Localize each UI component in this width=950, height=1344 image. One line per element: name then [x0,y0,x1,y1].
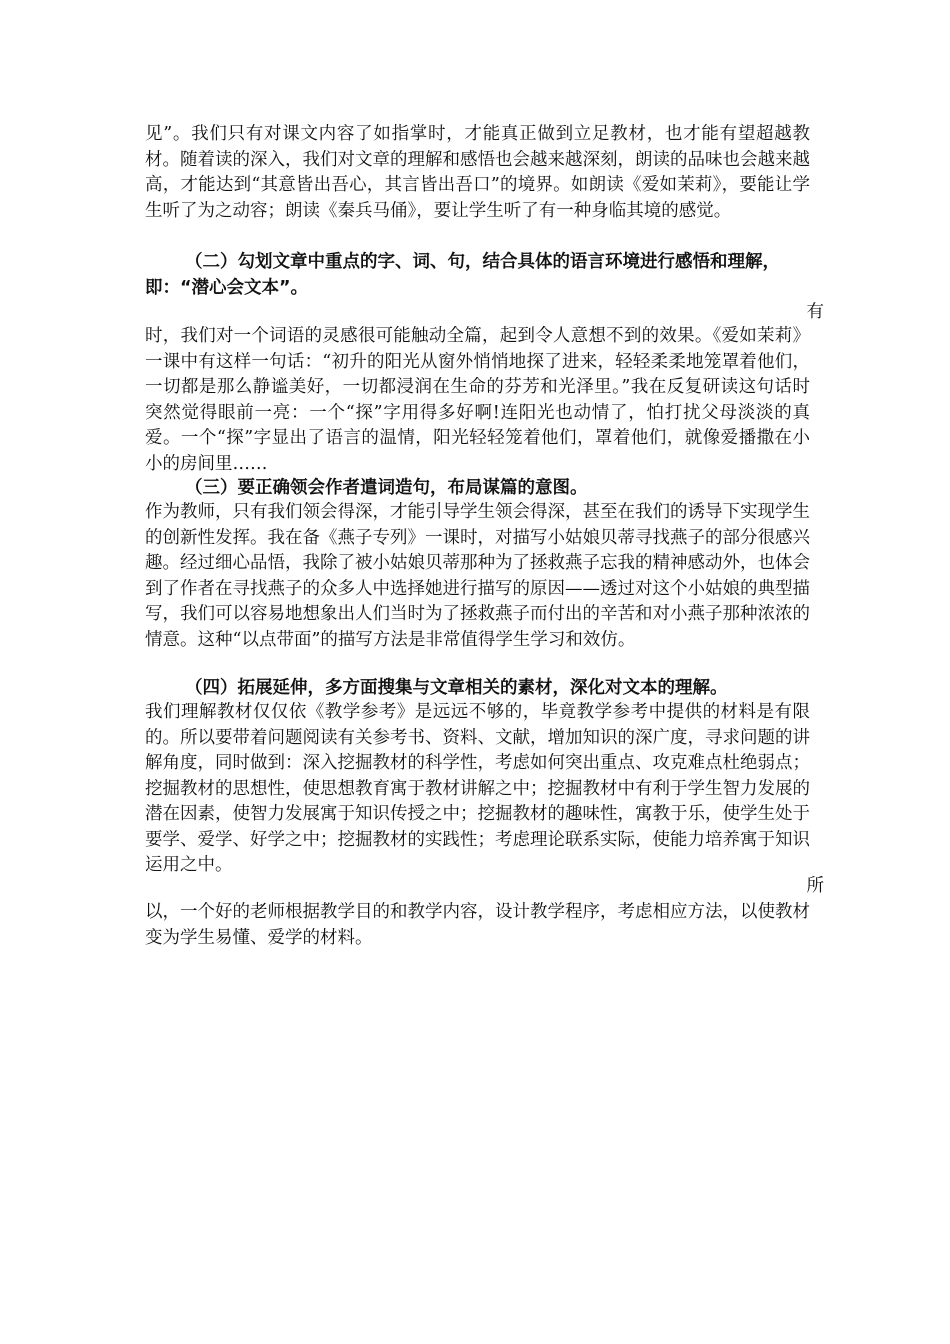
paragraph-5: 以，一个好的老师根据教学目的和教学内容，设计教学程序，考虑相应方法，以使教材变为学生易懂、爱学的材料。 [145,902,810,948]
paragraph-3: 作为教师，只有我们领会得深，才能引导学生领会得深，甚至在我们的诱导下实现学生的创新性发挥。我在备《燕子专列》一课时，对描写小姑娘贝蒂寻找燕子的部分很感兴趣。经过细心品悟，我除了被小姑娘贝蒂那种为了拯救燕子忘我的精神感动外，也体会到了作者在寻找燕子的众多人中选择她进行描写的原因——透过对这个小姑娘的典型描写，我们可以容易地想象出人们当时为了拯救燕子而付出的辛苦和对小燕子那种浓浓的情意。这种“以点带面”的描写方法是非常值得学生学习和效仿。 [145,502,810,650]
section-heading-3: （三）要正确领会作者遣词造句，布局谋篇的意图。 [185,478,588,498]
paragraph-4: 我们理解教材仅仅依《教学参考》是远远不够的，毕竟教学参考中提供的材料是有限的。所以要带着问题阅读有关参考书、资料、文献，增加知识的深广度，寻求问题的讲解角度，同时做到：深入挖掘教材的科学性，考虑如何突出重点、攻克难点杜绝弱点；挖掘教材的思想性，使思想教育寓于教材讲解之中；挖掘教材中有利于学生智力发展的潜在因素，使智力发展寓于知识传授之中；挖掘教材的趣味性，寓教于乐，使学生处于要学、爱学、好学之中；挖掘教材的实践性；考虑理论联系实际，使能力培养寓于知识运用之中。 [145,702,810,875]
paragraph-intro: 见”。我们只有对课文内容了如指掌时，才能真正做到立足教材，也才能有望超越教材。随着读的深入，我们对文章的理解和感悟也会越来越深刻，朗读的品味也会越来越高，才能达到“其意皆出吾心，其言皆出吾口”的境界。如朗读《爱如茉莉》，要能让学生听了为之动容；朗读《秦兵马俑》，要让学生听了有一种身临其境的感觉。 [145,124,810,221]
section-heading-4: （四）拓展延伸，多方面搜集与文章相关的素材，深化对文本的理解。 [185,678,728,698]
paragraph-5-lead-char: 所 [806,876,824,896]
paragraph-2-lead-char: 有 [806,302,824,322]
section-heading-2: （二）勾划文章中重点的字、词、句，结合具体的语言环境进行感悟和理解，即：“潜心会文本”。 [145,252,780,298]
paragraph-2: 时，我们对一个词语的灵感很可能触动全篇，起到令人意想不到的效果。《爱如茉莉》一课中有这样一句话：“初升的阳光从窗外悄悄地探了进来，轻轻柔柔地笼罩着他们，一切都是那么静谧美好，一切都浸润在生命的芬芳和光泽里。”我在反复研读这句话时突然觉得眼前一亮：一个“探”字用得多好啊!连阳光也动情了，怕打扰父母淡淡的真爱。一个“探”字显出了语言的温情，阳光轻轻笼着他们，罩着他们，就像爱播撒在小小的房间里…… [145,326,810,474]
